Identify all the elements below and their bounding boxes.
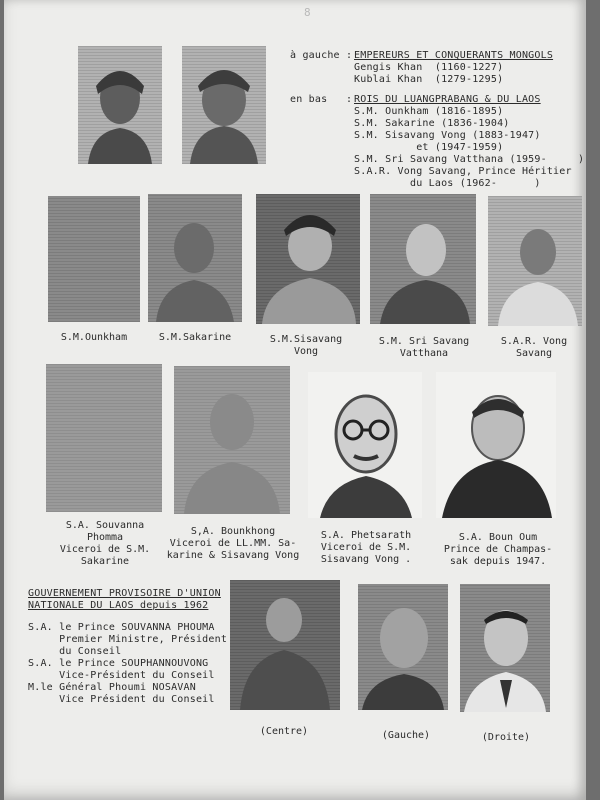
- government-line: M.le Général Phoumi NOSAVAN: [28, 682, 196, 693]
- government-line: Premier Ministre, Président: [28, 634, 228, 645]
- page-number: 8: [304, 6, 311, 19]
- caption-bounkhong: S,A. Bounkhong Viceroi de LL.MM. Sa- karine & Sisavang Vong: [166, 526, 300, 561]
- mongol-title: EMPEREURS ET CONQUERANTS MONGOLS: [354, 50, 554, 61]
- face-icon: [460, 584, 550, 712]
- caption-sri-savang-vatthana: S.M. Sri Savang Vatthana: [378, 336, 470, 359]
- bottom-label: en bas :: [290, 94, 353, 105]
- caption-centre: (Centre): [259, 726, 309, 737]
- caption-sakarine: S.M.Sakarine: [158, 332, 232, 343]
- kings-line: S.M. Sisavang Vong (1883-1947): [354, 130, 541, 141]
- kings-line: et (1947-1959): [354, 142, 504, 153]
- portrait-vong-savang: [488, 196, 582, 326]
- portrait-souphannouvong: [358, 584, 448, 710]
- face-icon: [256, 194, 360, 324]
- mongol-line: Gengis Khan (1160-1227): [354, 62, 504, 73]
- caption-phetsarath: S.A. Phetsarath Viceroi de S.M. Sisavang Vong .: [320, 530, 412, 565]
- portrait-ounkham: [48, 196, 140, 322]
- government-line: du Conseil: [28, 646, 122, 657]
- caption-sisavang-vong: S.M.Sisavang Vong: [269, 334, 343, 357]
- kings-line: S.A.R. Vong Savang, Prince Héritier: [354, 166, 572, 177]
- caption-boun-oum: S.A. Boun Oum Prince de Champas- sak depuis 1947.: [443, 532, 553, 567]
- portrait-sisavang-vong: [256, 194, 360, 324]
- portrait-sakarine: [148, 194, 242, 322]
- face-icon: [488, 196, 582, 326]
- government-line: Vice-Président du Conseil: [28, 670, 215, 681]
- portrait-sri-savang-vatthana: [370, 194, 476, 324]
- portrait-boun-oum: [436, 372, 556, 518]
- caption-ounkham: S.M.Ounkham: [60, 332, 128, 343]
- kings-line: S.M. Ounkham (1816-1895): [354, 106, 504, 117]
- kings-line: du Laos (1962- ): [354, 178, 541, 189]
- caption-souvanna-phomma: S.A. Souvanna Phomma Viceroi de S.M. Sakarine: [59, 520, 151, 567]
- face-icon: [358, 584, 448, 710]
- face-icon: [230, 580, 340, 710]
- face-icon: [370, 194, 476, 324]
- portrait-souvanna-phomma: [46, 364, 162, 512]
- government-line: S.A. le Prince SOUVANNA PHOUMA: [28, 622, 215, 633]
- government-line: S.A. le Prince SOUPHANNOUVONG: [28, 658, 209, 669]
- kings-title: ROIS DU LUANGPRABANG & DU LAOS: [354, 94, 541, 105]
- face-icon: [436, 372, 556, 518]
- caption-droite: (Droite): [481, 732, 531, 743]
- portrait-souvanna-phouma: [230, 580, 340, 710]
- portrait-bounkhong: [174, 366, 290, 514]
- government-title: GOUVERNEMENT PROVISOIRE D'UNION: [28, 588, 221, 599]
- portrait-phoumi-nosavan: [460, 584, 550, 712]
- government-title: NATIONALE DU LAOS depuis 1962: [28, 600, 209, 611]
- kings-line: S.M. Sri Savang Vatthana (1959- ): [354, 154, 585, 165]
- face-icon: [174, 366, 290, 514]
- caption-gauche: (Gauche): [381, 730, 431, 741]
- portrait-phetsarath: [308, 372, 422, 518]
- face-icon: [308, 372, 422, 518]
- document-page: [4, 0, 586, 800]
- mongol-line: Kublai Khan (1279-1295): [354, 74, 504, 85]
- left-label: à gauche :: [290, 50, 353, 61]
- face-icon: [148, 194, 242, 322]
- face-icon: [182, 46, 266, 164]
- portrait-gengis-khan: [78, 46, 162, 164]
- caption-vong-savang: S.A.R. Vong Savang: [500, 336, 568, 359]
- portrait-kublai-khan: [182, 46, 266, 164]
- government-line: Vice Président du Conseil: [28, 694, 215, 705]
- face-icon: [78, 46, 162, 164]
- kings-line: S.M. Sakarine (1836-1904): [354, 118, 510, 129]
